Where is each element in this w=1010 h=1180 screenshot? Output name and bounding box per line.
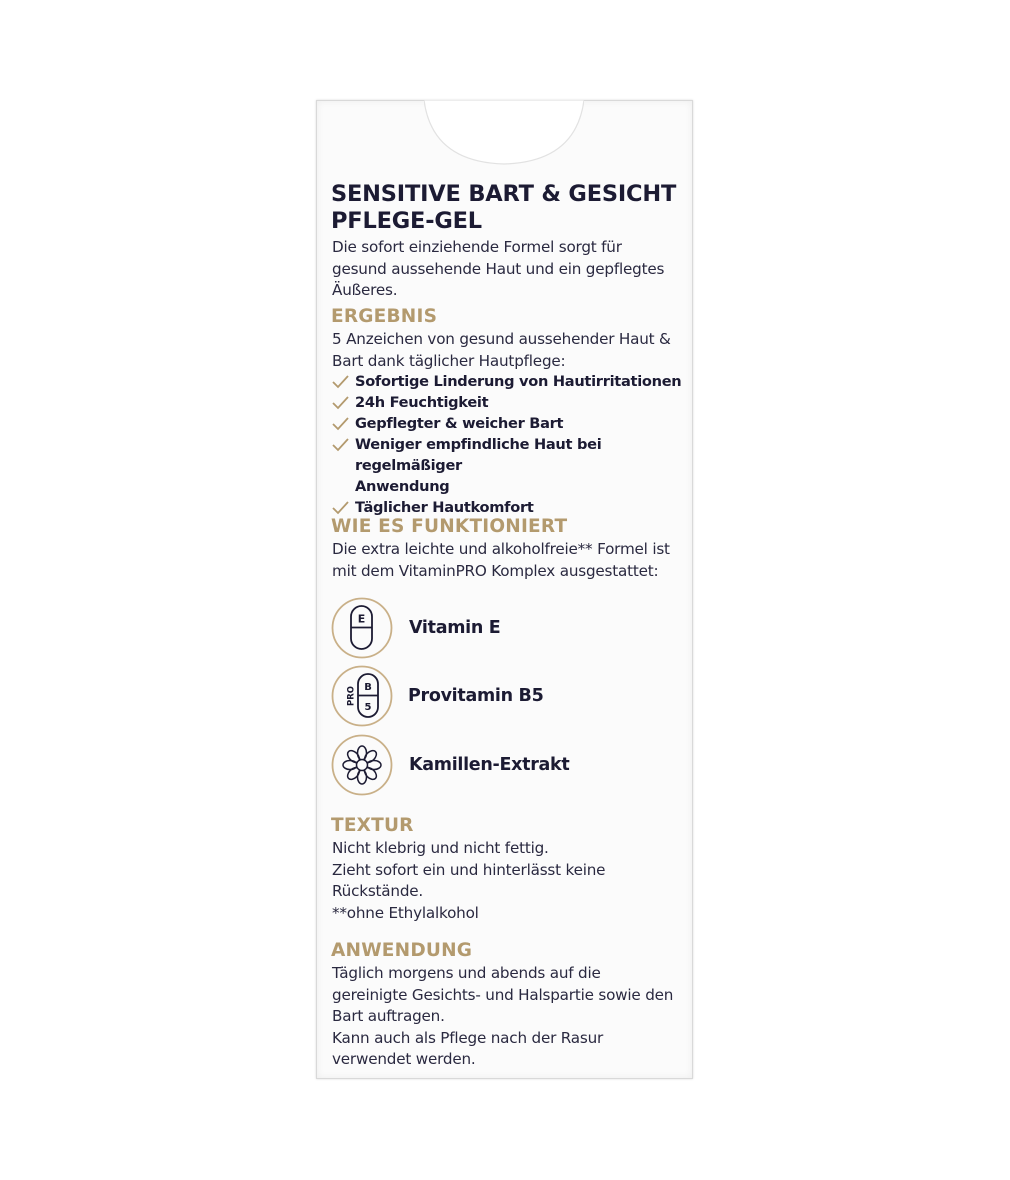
textur-text: Nicht klebrig und nicht fettig. Zieht sofort ein und hinterlässt keine Rückstände. **ohne Ethylalkohol bbox=[332, 839, 606, 922]
checkmark-icon bbox=[332, 438, 349, 452]
list-item: Sofortige Linderung von Hautirritationen bbox=[332, 371, 692, 392]
ergebnis-text: 5 Anzeichen von gesund aussehender Haut & Bart dank täglicher Hautpflege: bbox=[332, 330, 671, 370]
funktion-text: Die extra leichte und alkoholfreie** Formel ist mit dem VitaminPRO Komplex ausgestattet: bbox=[332, 540, 670, 580]
svg-text:B: B bbox=[364, 682, 372, 693]
list-item: Täglicher Hautkomfort bbox=[332, 497, 692, 518]
checkmark-icon bbox=[332, 501, 349, 515]
product-title: SENSITIVE BART & GESICHT PFLEGE-GEL bbox=[331, 181, 677, 234]
textur-heading: TEXTUR bbox=[331, 815, 414, 836]
list-item: 24h Feuchtigkeit bbox=[332, 392, 692, 413]
ergebnis-heading: ERGEBNIS bbox=[331, 306, 438, 327]
anwendung-heading: ANWENDUNG bbox=[331, 940, 473, 961]
funktion-heading: WIE ES FUNKTIONIERT bbox=[331, 516, 568, 537]
svg-text:E: E bbox=[357, 612, 366, 626]
svg-text:5: 5 bbox=[364, 702, 372, 713]
ingredient-label: Vitamin E bbox=[409, 618, 501, 638]
list-item: Weniger empfindliche Haut bei regelmäßiger Anwendung bbox=[332, 434, 692, 497]
ingredient-label: Provitamin B5 bbox=[408, 686, 544, 706]
anwendung-text: Täglich morgens und abends auf die gereinigte Gesichts- und Halspartie sowie den Bart auftragen. Kann auch als Pflege nach der Rasur verwendet werden. bbox=[332, 964, 674, 1068]
ingredient-vitamin-e bbox=[331, 597, 671, 659]
ingredient-provitamin-b5 bbox=[331, 665, 671, 727]
provitamin-b5-capsule-icon bbox=[331, 665, 393, 727]
ingredient-kamillen-extrakt bbox=[331, 734, 671, 796]
checkmark-icon bbox=[332, 396, 349, 410]
chamomile-flower-icon bbox=[331, 734, 393, 796]
list-item: Gepflegter & weicher Bart bbox=[332, 413, 692, 434]
ingredient-label: Kamillen-Extrakt bbox=[409, 755, 570, 775]
benefit-list bbox=[332, 371, 692, 518]
checkmark-icon bbox=[332, 375, 349, 389]
intro-text: Die sofort einziehende Formel sorgt für gesund aussehende Haut und ein gepflegtes Äußeres. bbox=[332, 238, 665, 299]
svg-text:PRO: PRO bbox=[346, 685, 357, 707]
vitamin-e-capsule-icon bbox=[331, 597, 393, 659]
box-tab-notch bbox=[424, 100, 584, 168]
checkmark-icon bbox=[332, 417, 349, 431]
